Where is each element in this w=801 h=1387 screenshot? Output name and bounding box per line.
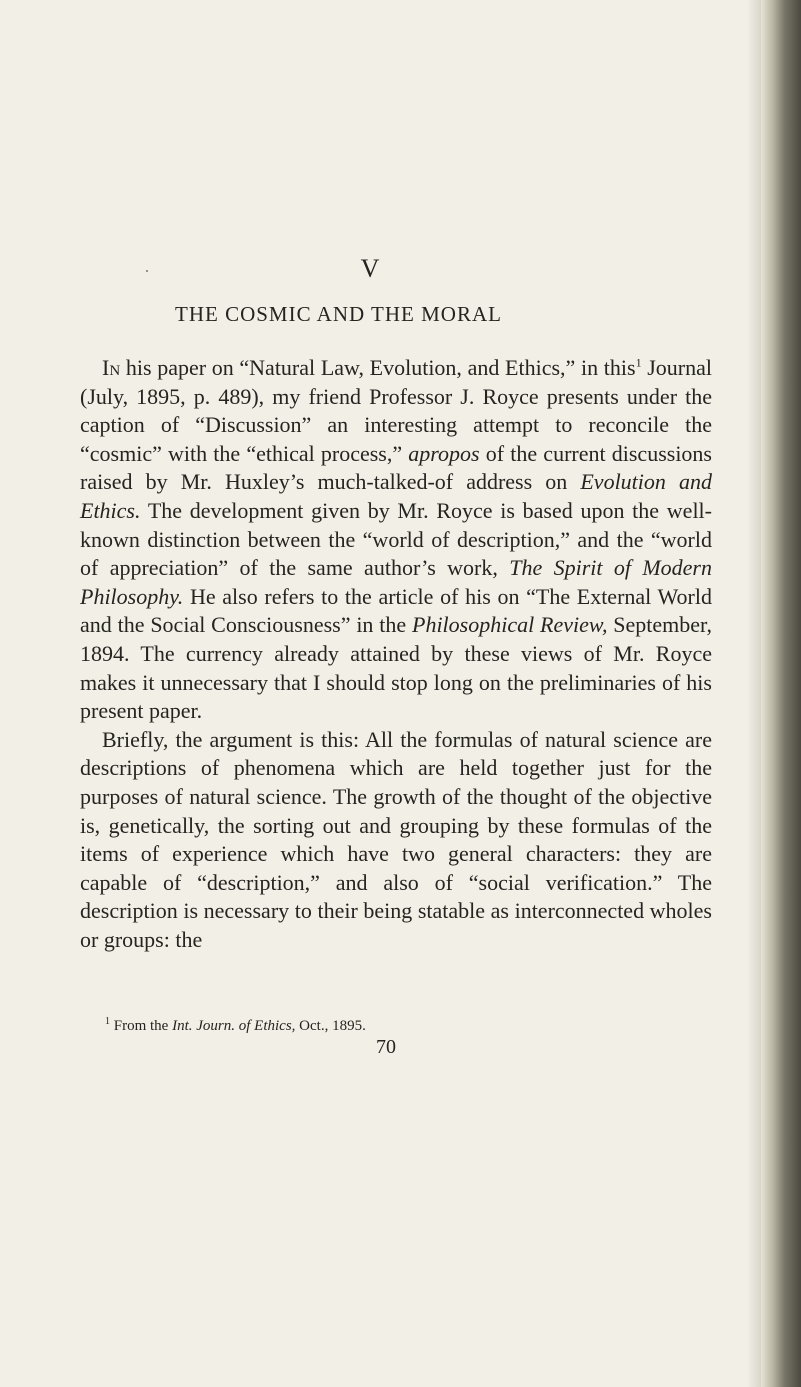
book-title: Evolution and Ethics.: [80, 469, 712, 523]
italic-text: apropos: [408, 440, 480, 466]
journal-title: Philosophical Review,: [412, 612, 608, 638]
footnote-marker: 1: [635, 355, 642, 370]
paper-speck: [146, 270, 148, 272]
paragraph: Briefly, the argument is this: All the formulas of natural science are descriptions of phenomena which are held together just for the purposes of natural science. The growth of the thought of the objective is, genetically, the sorting out and grouping by these formulas of the items of experience which have two general characters: they are capable of “description,” and also of “social verification.” The description is necessary to their being statable as interconnected wholes or groups: the: [80, 726, 712, 952]
body-text: [80, 354, 712, 954]
footnote: $^1$ From the Int. Journ. of Ethics, Oct., 1895.: [105, 1016, 366, 1034]
journal-title: Int. Journ. of Ethics,: [172, 1018, 296, 1034]
page-edge-shadow: [747, 0, 761, 1387]
book-title: The Spirit of Modern Philosophy.: [80, 555, 712, 609]
page-edge: [761, 0, 801, 1387]
chapter-numeral: V: [360, 254, 380, 283]
page-number: 70: [376, 1036, 396, 1058]
paragraph: In his paper on “Natural Law, Evolution, and Ethics,” in this$^1$ Journal (July, 1895, p. 489), my friend Professor J. Royce presents under the caption of “Discussion” an interesting attempt to reconcile the “cosmic” with the “ethical process,” apropos of the current discussions raised by Mr. Huxley’s much-talked-of address on Evolution and Ethics. The development given by Mr. Royce is based upon the well-known distinction between the “world of description,” and the “world of appreciation” of the same author’s work, The Spirit of Modern Philosophy. He also refers to the article of his on “The External World and the Social Consciousness” in the Philosophical Review, September, 1894. The currency already attained by these views of Mr. Royce makes it unnecessary that I should stop long on the preliminaries of his present paper.: [80, 355, 713, 724]
footnote-marker: 1: [105, 1016, 110, 1027]
opening-word: In: [102, 355, 121, 380]
chapter-title: THE COSMIC AND THE MORAL: [175, 302, 502, 326]
